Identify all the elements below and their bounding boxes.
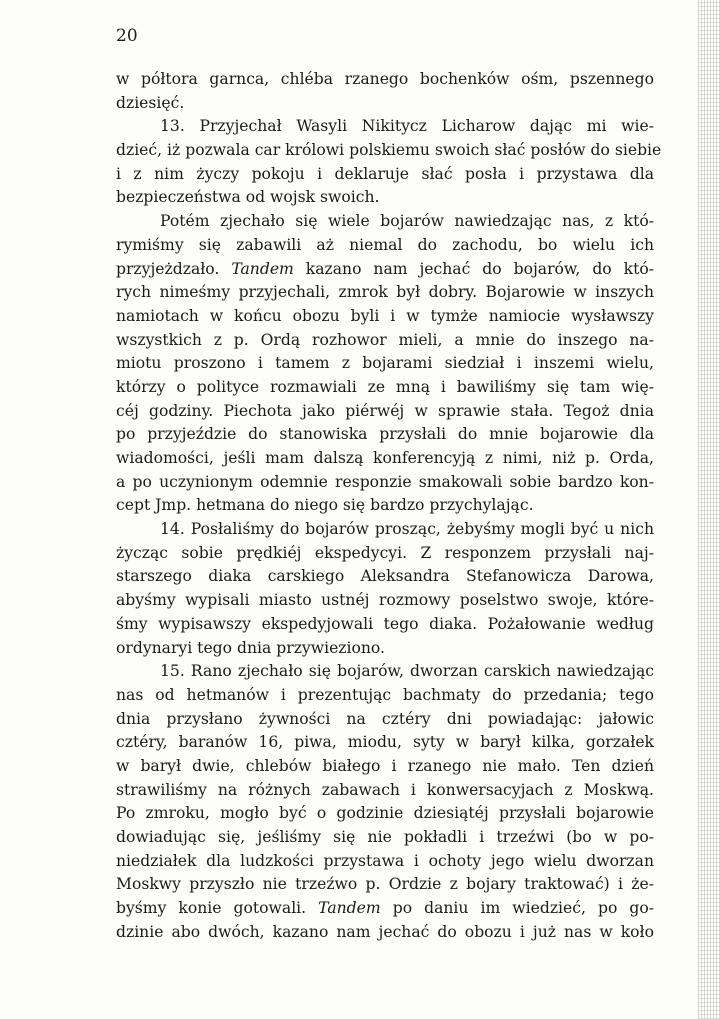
paragraph-start-13: 13. Przyjechał Wasyli Nikitycz Licharow dając mi wie-: [160, 117, 654, 136]
paragraph-start-14: 14. Posłaliśmy do bojarów prosząc, żebyśmy mogli być u nich: [160, 520, 654, 539]
text-line: starszego diaka carskiego Aleksandra Stefanowicza Darowa,: [116, 567, 654, 586]
text-line: rych nimeśmy przyjechali, zmrok był dobry. Bojarowie w inszych: [116, 283, 654, 302]
text-line: rymiśmy się zabawili aż niemal do zachodu, bo wielu ich: [116, 235, 654, 254]
text-line: cztéry, baranów 16, piwa, miodu, syty w barył kilka, gorzałek: [116, 733, 654, 752]
text-line: w barył dwie, chlebów białego i rzanego nie mało. Ten dzień: [116, 756, 654, 775]
text-line: wszystkich z p. Ordą rozhowor mieli, a mnie do inszego na-: [116, 330, 654, 349]
text-line: po przyjeździe do stanowiska przysłali do mnie bojarowie dla: [116, 425, 654, 444]
line-text: kazano nam jechać do bojarów, do któ-: [293, 259, 655, 278]
text-line: nas od hetmanów i prezentując bachmaty do przedania; tego: [116, 685, 654, 704]
body-text: [116, 68, 662, 944]
line-text: przyjeżdzało.: [116, 259, 232, 278]
page-number: 20: [116, 26, 138, 46]
text-line: dowiadując się, jeśliśmy się nie pokładli i trzeźwi (bo w po-: [116, 828, 654, 846]
text-line: dzieć, iż pozwala car królowi polskiemu swoich słać posłów do siebie: [116, 141, 662, 160]
text-line: a po uczynionym odemnie responzie smakowali sobie bardzo kon-: [116, 472, 654, 491]
page-edge-scan-artifact: [698, 0, 720, 1019]
text-line: dziesięć.: [116, 93, 185, 112]
paragraph-start-15: 15. Rano zjechało się bojarów, dworzan carskich nawiedzając: [160, 662, 654, 681]
text-line: [116, 258, 654, 282]
text-line: miotu proszono i tamem z bojarami siedział i inszemi wielu,: [116, 354, 654, 373]
text-line: śmy wypisawszy ekspedyjowali tego diaka. Pożałowanie według: [116, 614, 654, 633]
text-line: życząc sobie prędkiéj ekspedycyi. Z responzem przysłali naj-: [116, 543, 654, 562]
text-line: Moskwy przyszło nie trzeźwo p. Ordzie z bojary traktować) i że-: [116, 875, 654, 894]
text-line: dzinie abo dwóch, kazano nam jechać do obozu i już nas w koło: [116, 922, 654, 941]
text-line: ordynaryi tego dnia przywieziono.: [116, 638, 385, 657]
latin-word-tandem: Tandem: [231, 259, 294, 278]
text-line: którzy o polityce rozmawiali ze mną i bawiliśmy się tam wię-: [116, 377, 654, 396]
text-line: niedziałek dla ludzkości przystawa i ochoty jego wielu dworzan: [116, 851, 654, 870]
text-line: w półtora garnca, chléba rzanego bochenków ośm, pszennego: [116, 70, 654, 88]
latin-word-tandem: Tandem: [318, 899, 381, 918]
text-line: i z nim życzy pokoju i deklaruje słać posła i przystawa dla: [116, 164, 654, 183]
text-line: bezpieczeństwa od wojsk swoich.: [116, 188, 380, 207]
line-text: po daniu im wiedzieć, po go-: [380, 899, 654, 918]
text-line: dnia przysłano żywności na cztéry dni powiadając: jałowic: [116, 709, 654, 728]
text-line: strawiliśmy na różnych zabawach i konwersacyjach z Moskwą.: [116, 780, 654, 799]
paragraph-start: Potém zjechało się wiele bojarów nawiedzając nas, z któ-: [160, 212, 654, 231]
text-line: namiotach w końcu obozu byli i w tymże namiocie wysławszy: [116, 306, 654, 325]
text-line: wiadomości, jeśli mam dalszą konferencyją z nimi, niż p. Orda,: [116, 449, 654, 467]
text-line: abyśmy wypisali miasto ustnéj rozmowy poselstwo swoje, które-: [116, 591, 654, 610]
text-line: céj godziny. Piechota jako piérwéj w sprawie stała. Tegoż dnia: [116, 401, 654, 420]
text-line: [116, 897, 654, 921]
line-text: byśmy konie gotowali.: [116, 899, 319, 918]
text-line: cept Jmp. hetmana do niego się bardzo przychylając.: [116, 496, 534, 515]
text-line: Po zmroku, mogło być o godzinie dziesiątéj przysłali bojarowie: [116, 804, 654, 823]
